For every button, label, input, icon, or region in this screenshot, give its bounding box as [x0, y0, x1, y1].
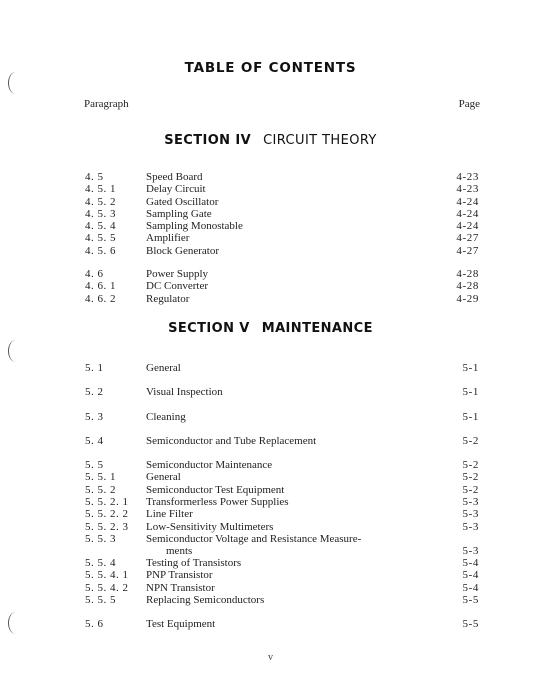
toc-num: 4. 6 [85, 268, 104, 281]
toc-row [0, 594, 541, 606]
toc-num: 4. 6. 2 [85, 292, 116, 305]
toc-text: Semiconductor and Tube Replacement [146, 434, 317, 447]
toc-num: 4. 5. 1 [85, 183, 116, 196]
toc-row [0, 618, 541, 630]
toc-text [146, 533, 436, 558]
toc-page: 5-3 [462, 496, 479, 509]
toc-text: PNP Transistor [146, 569, 213, 582]
toc-row [0, 386, 541, 398]
page-title: TABLE OF CONTENTS [184, 60, 357, 76]
toc-text: Semiconductor Test Equipment [146, 483, 285, 496]
toc-row [0, 208, 541, 220]
toc-num: 5. 5. 5 [85, 593, 116, 606]
binder-hole-mark-middle [8, 340, 23, 362]
section-4-heading [0, 133, 541, 148]
toc-text-line2: ments [166, 545, 193, 558]
toc-text: Amplifier [146, 232, 190, 245]
toc-text: General [146, 362, 181, 374]
toc-row [0, 496, 541, 508]
toc-num: 4. 5. 6 [85, 244, 116, 257]
toc-num: 5. 5. 4. 1 [85, 569, 129, 582]
toc-num: 5. 5. 2. 3 [85, 520, 129, 533]
toc-text: Gated Oscillator [146, 195, 219, 208]
toc-text: Power Supply [146, 268, 209, 281]
toc-row [0, 171, 541, 183]
section-5-list [0, 362, 541, 630]
toc-page: 5-2 [462, 459, 479, 472]
toc-num: 5. 1 [85, 362, 104, 374]
toc-page: 5-1 [462, 386, 479, 399]
toc-num: 5. 5. 2 [85, 483, 116, 496]
toc-num: 5. 5. 2. 1 [85, 496, 129, 509]
toc-row [0, 557, 541, 569]
toc-page: 4-28 [456, 280, 479, 293]
toc-row [0, 232, 541, 244]
toc-text: Replacing Semiconductors [146, 593, 265, 606]
section-4-name: CIRCUIT THEORY [263, 133, 377, 148]
toc-text: Semiconductor Maintenance [146, 459, 273, 472]
toc-text: Testing of Transistors [146, 556, 242, 569]
toc-page: 5-5 [462, 618, 479, 631]
toc-text: Delay Circuit [146, 183, 206, 196]
toc-num: 5. 5 [85, 459, 104, 472]
toc-page: 5-2 [462, 471, 479, 484]
toc-row [0, 220, 541, 232]
toc-text: General [146, 471, 181, 484]
toc-num: 5. 2 [85, 386, 104, 399]
toc-num: 5. 5. 3 [85, 532, 116, 545]
toc-num: 4. 5. 5 [85, 232, 116, 245]
toc-row [0, 484, 541, 496]
toc-page: 5-4 [462, 556, 479, 569]
section-4-list [0, 171, 541, 305]
toc-row [0, 459, 541, 471]
toc-page: 5-1 [462, 410, 479, 423]
toc-page: 4-27 [456, 244, 479, 257]
toc-text: Sampling Monostable [146, 220, 243, 233]
section-5-heading [0, 321, 541, 336]
toc-text: Cleaning [146, 410, 186, 423]
toc-row [0, 582, 541, 594]
toc-page: 4-24 [456, 195, 479, 208]
toc-page: 4-24 [456, 207, 479, 220]
toc-text: Test Equipment [146, 618, 216, 631]
toc-row [0, 411, 541, 423]
toc-page: 5-2 [462, 434, 479, 447]
section-5-label: SECTION V [168, 321, 250, 336]
toc-num: 5. 5. 4 [85, 556, 116, 569]
toc-text: Regulator [146, 292, 190, 305]
toc-text: Low-Sensitivity Multimeters [146, 520, 274, 533]
toc-num: 4. 5. 3 [85, 207, 116, 220]
toc-row [0, 196, 541, 208]
toc-text: Visual Inspection [146, 386, 223, 399]
toc-page: 5-4 [462, 569, 479, 582]
toc-num: 5. 6 [85, 618, 104, 631]
toc-num: 4. 5. 2 [85, 195, 116, 208]
toc-page: 5-2 [462, 483, 479, 496]
toc-num: 5. 4 [85, 434, 104, 447]
column-header-page: Page [458, 98, 480, 110]
toc-text: Line Filter [146, 508, 193, 521]
toc-row [0, 293, 541, 305]
toc-page: 4-28 [456, 268, 479, 281]
toc-page: 5-1 [462, 362, 479, 374]
toc-page: 5-5 [462, 593, 479, 606]
toc-page: 4-23 [456, 171, 479, 183]
toc-row [0, 183, 541, 195]
toc-num: 4. 5 [85, 171, 104, 183]
toc-row [0, 569, 541, 581]
section-5-name: MAINTENANCE [261, 321, 373, 336]
toc-text: Sampling Gate [146, 207, 212, 220]
toc-text: Transformerless Power Supplies [146, 496, 289, 509]
toc-text: Speed Board [146, 171, 203, 183]
toc-num: 5. 5. 4. 2 [85, 581, 129, 594]
toc-num: 5. 5. 1 [85, 471, 116, 484]
section-4-label: SECTION IV [164, 133, 252, 148]
toc-num: 5. 3 [85, 410, 104, 423]
toc-page: 4-24 [456, 220, 479, 233]
toc-row [0, 521, 541, 533]
toc-page: 5-3 [462, 520, 479, 533]
toc-row [0, 533, 541, 557]
toc-text-line1: Semiconductor Voltage and Resistance Measure- [146, 532, 362, 545]
toc-page: 4-23 [456, 183, 479, 196]
toc-text: Block Generator [146, 244, 219, 257]
toc-row [0, 508, 541, 520]
column-header-paragraph: Paragraph [84, 98, 129, 110]
toc-num: 4. 5. 4 [85, 220, 116, 233]
toc-page: 5-3 [462, 545, 479, 558]
toc-text: NPN Transistor [146, 581, 215, 594]
toc-num: 5. 5. 2. 2 [85, 508, 129, 521]
toc-row [0, 245, 541, 257]
toc-page: 5-4 [462, 581, 479, 594]
toc-page: 4-29 [456, 292, 479, 305]
toc-text: DC Converter [146, 280, 209, 293]
toc-row [0, 471, 541, 483]
toc-row [0, 362, 541, 374]
toc-row [0, 435, 541, 447]
toc-page: 5-3 [462, 508, 479, 521]
toc-page: 4-27 [456, 232, 479, 245]
toc-num: 4. 6. 1 [85, 280, 116, 293]
toc-row [0, 280, 541, 292]
toc-row [0, 268, 541, 280]
page-number: v [268, 652, 273, 663]
